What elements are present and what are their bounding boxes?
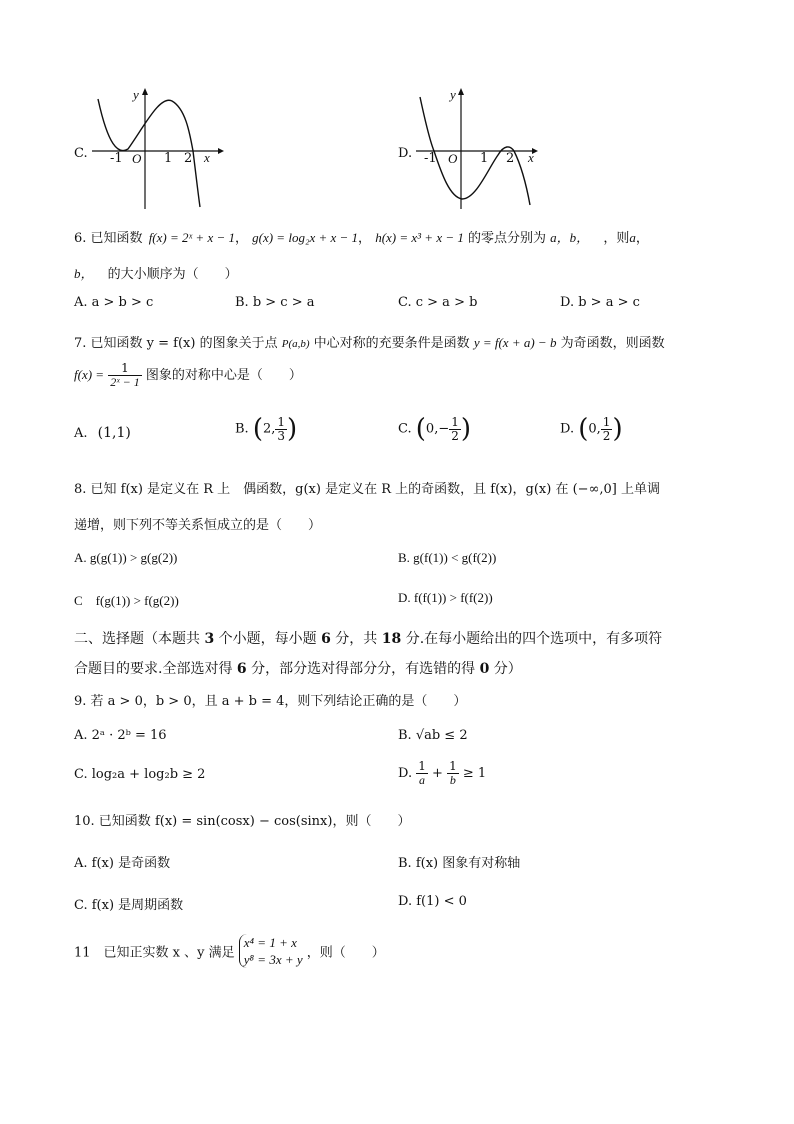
q8-option-c[interactable]: C f(g(1)) > f(g(2)) [74,593,179,608]
q7-text2: 中心对称的充要条件是函数 [313,336,470,351]
q11-text2: ，则（ ） [306,945,385,961]
q7-point: P(a,b) [281,338,310,350]
q6-option-b[interactable]: B. b > c > a [235,295,315,310]
q9-option-d[interactable]: D. $\frac{1}{a}$ + $\frac{1}{b}$ ≥ 1 [398,759,487,787]
q6-line1: 6. 已知函数 f(x) = 2ˣ + x − 1， g(x) = log₂x + x − 1， h(x) = x³ + x − 1 的零点分别为 a，b， ，则a， [74,230,649,246]
q6-tail: 的零点分别为 [468,231,547,246]
graph-d-tick-1: 1 [480,151,489,166]
q7-line1 [74,332,665,351]
graph-d-tick-neg1: -1 [424,151,437,166]
q10-text: 10. 已知函数 f(x) = sin(cosx) − cos(sinx)，则（ ） [74,814,411,829]
q7-text3: 为奇函数，则函数 [560,336,665,351]
q6-h-expr: h(x) = x³ + x − 1 [375,230,464,245]
section2-line1: 二、选择题（本题共 3 个小题，每小题 6 分，共 18 分.在每小题给出的四个选项中，有多项符 [74,631,663,647]
q9-text: 9. 若 a > 0，b > 0，且 a + b = 4，则下列结论正确的是（ ） [74,694,467,709]
option-c-label: C. [74,146,88,161]
graph-c-origin-label: O [132,151,142,166]
q7-fraction [108,362,141,389]
q6-number: 6. 已知函数 [74,231,143,246]
q7-option-d-frac: $\frac{1}{2}$ [602,414,611,443]
graph-d-x-label: x [528,150,534,165]
q6-option-c[interactable]: C. c > a > b [398,295,478,310]
q7-option-c[interactable]: C. (0,− $\frac{1}{2}$ ) [398,414,472,444]
q11-line [74,934,385,968]
q6-g-expr: g(x) = log₂x + x − 1 [252,230,359,245]
graph-d-y-label: y [450,87,456,102]
q7-expr: y = f(x + a) − b [473,335,557,350]
q7-option-b-value: 2, [262,421,276,437]
q6-f-expr: f(x) = 2ˣ + x − 1 [148,230,235,245]
q6-option-d[interactable]: D. b > a > c [560,295,640,310]
q7-f-left: f(x) = [74,367,105,382]
q9-option-b[interactable]: B. √ab ≤ 2 [398,728,468,743]
q11-eq2: y⁸ = 3x + y [243,952,303,967]
q9-option-a[interactable]: A. 2ᵃ · 2ᵇ = 16 [74,728,167,743]
q6-line2-var: b， [74,266,94,281]
graph-d-origin-label: O [448,151,458,166]
q6-option-a[interactable]: A. a > b > c [74,295,154,310]
q7-option-b[interactable]: B. (2, $\frac{1}{3}$ ) [235,414,298,444]
q9-option-c[interactable]: C. log₂a + log₂b ≥ 2 [74,767,206,782]
q7-option-a[interactable]: A. (1,1) [74,425,131,441]
q10-option-d[interactable]: D. f(1) < 0 [398,894,467,909]
graph-d-tick-2: 2 [506,151,515,166]
graph-d [414,85,554,214]
q7-option-d-value: 0, [588,421,601,437]
q7-option-a-value: (1,1) [97,425,131,441]
q7-text1: 7. 已知函数 y = f(x) 的图象关于点 [74,336,278,351]
q7-frac-den: 2ˣ − 1 [110,375,140,389]
q8-option-d[interactable]: D. f(f(1)) > f(f(2)) [398,590,493,605]
q9-d-frac1: $\frac{1}{a}$ [418,759,426,787]
q8-line2: 递增，则下列不等关系恒成立的是（ ） [74,518,322,533]
q7-option-b-frac: $\frac{1}{3}$ [277,414,286,443]
graph-c-x-label: x [204,150,210,165]
section2-line2: 合题目的要求.全部选对得 6 分，部分选对得部分分，有选错的得 0 分） [74,661,522,677]
q11-eq1: x⁴ = 1 + x [243,935,297,950]
graph-c-y-label: y [133,87,139,102]
q8-option-a[interactable]: A. g(g(1)) > g(g(2)) [74,550,178,565]
q7-text4: 图象的对称中心是（ ） [145,368,302,383]
q7-line2 [74,362,302,389]
q8-option-b[interactable]: B. g(f(1)) < g(f(2)) [398,550,497,565]
q6-line2 [74,263,238,282]
graph-c-tick-1: 1 [164,151,173,166]
q11-text1: 11 已知正实数 x 、y 满足 [74,945,235,961]
q8-line1: 8. 已知 f(x) 是定义在 R 上 偶函数，g(x) 是定义在 R 上的奇函数，且 f(x)，g(x) 在 (−∞,0] 上单调 [74,482,661,497]
q9-d-frac2: $\frac{1}{b}$ [449,759,457,787]
option-d-label: D. [398,146,413,161]
q7-option-c-value: 0,− [425,421,450,437]
q6-line2-tail: 的大小顺序为（ ） [107,267,238,282]
q6-then: ，则 [603,231,630,246]
graph-c-tick-neg1: -1 [110,151,123,166]
q7-frac-num: 1 [108,362,141,376]
graph-c [90,85,230,214]
graph-c-tick-2: 2 [184,151,193,166]
q10-option-b[interactable]: B. f(x) 图象有对称轴 [398,856,521,871]
q6-vars: a，b， [550,230,590,245]
q7-option-c-frac: $\frac{1}{2}$ [451,414,459,443]
q10-option-a[interactable]: A. f(x) 是奇函数 [74,856,171,871]
q7-option-d[interactable]: D. (0, $\frac{1}{2}$ ) [560,414,623,444]
q10-option-c[interactable]: C. f(x) 是周期函数 [74,898,184,913]
q11-system [239,934,303,968]
